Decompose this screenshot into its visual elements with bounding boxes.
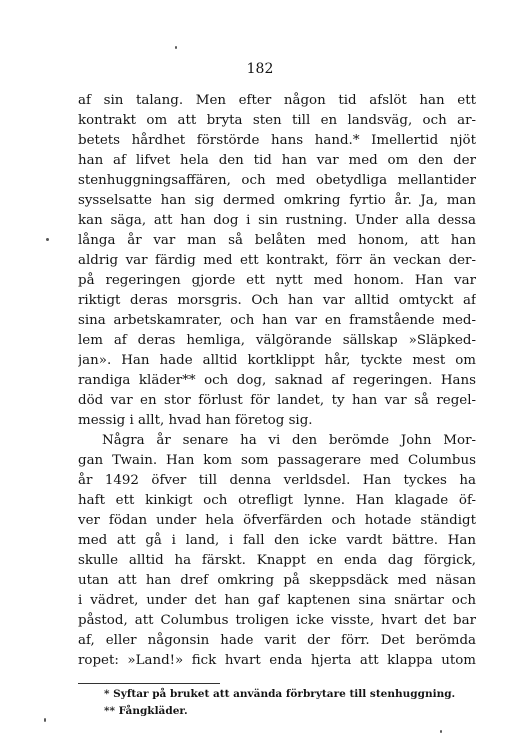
text-line: han af lifvet hela den tid han var med om den der bbox=[78, 153, 476, 168]
text-line: sina arbetskamrater, och han var en framstående med- bbox=[78, 313, 476, 328]
text-line: på regeringen gjorde ett nytt med honom. Han var bbox=[78, 273, 476, 288]
text-line: sysselsatte han sig dermed omkring fyrtio år. Ja, man bbox=[78, 193, 476, 208]
text-line: jan». Han hade alltid kortklippt hår, tyckte mest om bbox=[78, 353, 476, 368]
text-line: i vädret, under det han gaf kaptenen sina snärtar och bbox=[78, 593, 476, 608]
text-line: af sin talang. Men efter någon tid afslöt han ett bbox=[78, 93, 476, 108]
text-line: långa år var man så belåten med honom, att han bbox=[78, 233, 476, 248]
text-line: stenhuggningsaffären, och med obetydliga mellantider bbox=[78, 173, 476, 188]
footnote: * Syftar på bruket att använda förbrytare till stenhuggning. bbox=[104, 688, 456, 700]
text-line: utan att han dref omkring på skeppsdäck med näsan bbox=[78, 573, 476, 588]
text-line: ver födan under hela öfverfärden och hotade ständigt bbox=[78, 513, 476, 528]
text-line: messig i allt, hvad han företog sig. bbox=[78, 413, 313, 428]
text-line: betets hårdhet förstörde hans hand.* Imellertid njöt bbox=[78, 133, 476, 148]
text-line: aldrig var färdig med ett kontrakt, förr än veckan der- bbox=[78, 253, 476, 268]
footnote-divider bbox=[78, 683, 220, 684]
footnotes bbox=[104, 686, 480, 720]
paper-speck bbox=[175, 46, 177, 49]
text-line: af, eller någonsin hade varit der förr. Det berömda bbox=[78, 633, 476, 648]
text-line: Några år senare ha vi den berömde John Mor- bbox=[102, 433, 476, 448]
text-line: år 1492 öfver till denna verldsdel. Han tyckes ha bbox=[78, 473, 476, 488]
text-line: kan säga, att han dog i sin rustning. Under alla dessa bbox=[78, 213, 476, 228]
text-line: riktigt deras morsgris. Och han var alltid omtyckt af bbox=[78, 293, 476, 308]
footnote: ** Fångkläder. bbox=[104, 705, 188, 717]
text-line: ropet: »Land!» fick hvart enda hjerta att klappa utom bbox=[78, 653, 476, 668]
text-line: skulle alltid ha färskt. Knappt en enda dag förgick, bbox=[78, 553, 476, 568]
text-line: med att gå i land, i fall den icke vardt bättre. Han bbox=[78, 533, 476, 548]
page-number: 182 bbox=[246, 61, 274, 77]
text-line: påstod, att Columbus troligen icke visste, hvart det bar bbox=[78, 613, 476, 628]
text-line: haft ett kinkigt och otrefligt lynne. Han klagade öf- bbox=[78, 493, 476, 508]
paper-speck bbox=[440, 730, 442, 733]
text-line: lem af deras hemliga, välgörande sällskap »Släpked- bbox=[78, 333, 476, 348]
text-line: kontrakt om att bryta sten till en landsväg, och ar- bbox=[78, 113, 476, 128]
body-text bbox=[78, 91, 476, 671]
text-line: död var en stor förlust för landet, ty han var så regel- bbox=[78, 393, 476, 408]
paper-speck bbox=[44, 718, 46, 722]
text-line: gan Twain. Han kom som passagerare med Columbus bbox=[78, 453, 476, 468]
paper-speck bbox=[46, 238, 49, 241]
text-line: randiga kläder** och dog, saknad af regeringen. Hans bbox=[78, 373, 476, 388]
